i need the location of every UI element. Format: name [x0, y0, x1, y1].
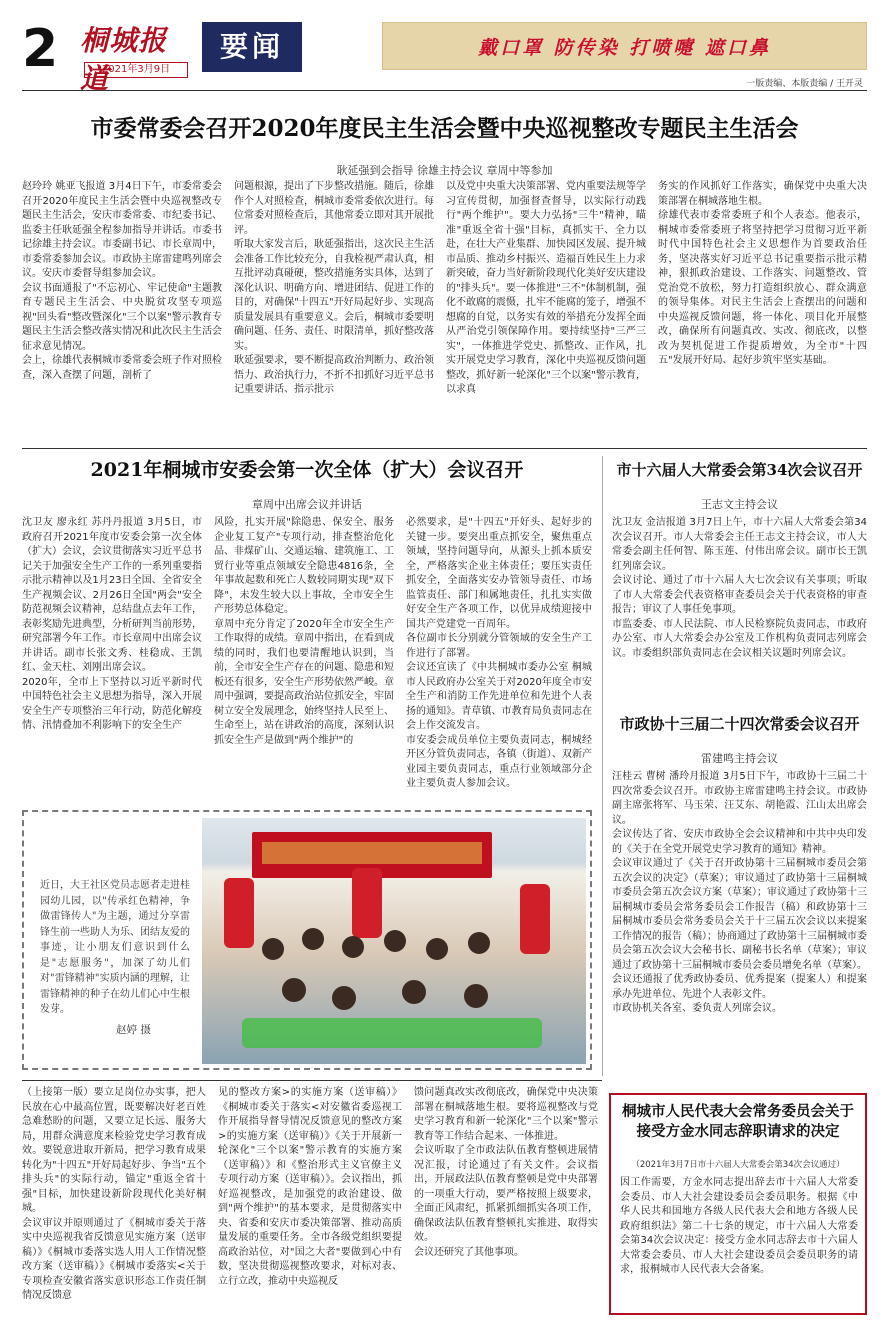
- decision-subtitle: （2021年3月7日市十六届人大常委会第34次会议通过）: [631, 1160, 845, 1170]
- child-figure: [384, 930, 406, 952]
- article3-body: 沈卫友 金洁报道 3月7日上午，市十六届人大常委会第34次会议召开。市人大常委会主任王志文主持会议，市人大常委会副主任何智、陈玉莲、付伟出席会议。副市长王凯红列席会议。 会议讨论、通过了市十六届人大七次会议有关事项；听取了市人大常委会代表资格审查委员会关于代表资格的审查报告；审议了人事任免事项。 市监委委、市人民法院、市人民检察院负责同志，市政府办公室、市人大常委会办公室及工作机构负责同志列席会议。市委组织部负责同志在会议相关议题时列席会议。: [612, 517, 867, 659]
- continued-col3: 馈问题真改实改彻底改，确保党中央决策部署在桐城落地生根。要将巡视整改与党史学习教育和新一轮深化"三个以案"警示教育等工作结合起来、一体推进。 会议听取了全市政法队伍教育整顿进展情况汇报，讨论通过了有关文件。会议指出，开展政法队伍教育整顿是党中央部署的一项重大行动，要严格按照上级要求，全面正风肃纪，抓紧抓细抓实各项工作，确保政法队伍教育整顿扎实推进、取得实效。 会议还研究了其他事项。: [414, 1087, 598, 1258]
- volunteer-figure: [224, 878, 254, 948]
- paper-name: 桐城报道: [80, 24, 168, 95]
- news-photo: [202, 818, 586, 1064]
- photo-credit: 赵婷 摄: [116, 1024, 151, 1036]
- editor-credits: 一版责编、本版责编 / 王开灵: [746, 79, 863, 89]
- decision-title: 桐城市人民代表大会常务委员会关于接受方金水同志辞职请求的决定: [622, 1104, 854, 1140]
- child-figure: [342, 936, 364, 958]
- slogan-text: 戴口罩 防传染 打喷嚏 遮口鼻: [478, 36, 771, 59]
- masthead-rule: [22, 90, 867, 91]
- article1-col2: 问题根源，提出了下步整改措施。随后，徐雄作个人对照检查，桐城市委常委依次进行。每位常委对照检查后，其他常委立即对其开展批评。 听取大家发言后，耿延强指出，这次民主生活会准备工作比较充分，自我检视严肃认真，相互批评动真碰硬，整改措施务实具体，达到了深化认识、明确方向、增进团结、促进工作的目的，对确保"十四五"开好局起好步、实现高质量发展具有重要意义。会后，桐城市委要明确问题、任务、责任、时限清单，抓好整改落实。 耿延强要求，要不断提高政治判断力、政治领悟力、政治执行力，不折不扣抓好习近平总书记重要讲话、指示批示: [234, 181, 434, 395]
- continued-col1: （上接第一版）要立足岗位办实事，把人民放在心中最高位置，既要解决好老百姓急难愁盼的问题，又要立足长远、服务大局，用群众满意度来检验党史学习教育成效。要锐意进取开新局，把学习教育成果转化为"十四五"开好局起好步、争当"五个排头兵"的实际行动，锚定"重返全省十强"目标，加快建设新阶段现代化美好桐城。 会议审议并原则通过了《桐城市委关于落实中央巡视我省反馈意见实施方案（送审稿）》《桐城市委落实选人用人工作情况整改方案（送审稿）》《桐城市委落实<关于专项检查安徽省落实意识形态工作责任制情况反馈意: [22, 1087, 206, 1301]
- article2-col1: 沈卫友 廖永红 苏丹丹报道 3月5日，市政府召开2021年度市安委会第一次全体（扩大）会议，会议贯彻落实习近平总书记关于加强安全生产工作的一系列重要指示批示精神以及1月23日全国、全省安全生产视频会议、2月26日全国"两会"安全防范视频会议精神，总结盘点去年工作，表彰奖励先进典型，分析研判当前形势，研究部署今年工作。市长章周中出席会议并讲话。副市长张文秀、桂稳成、王凯红、金天柱、刘刚出席会议。 2020年，全市上下坚持以习近平新时代中国特色社会主义思想为指导，深入开展安全生产专项整治三年行动，防范化解疫情、汛情叠加不利影响下的安全生产: [22, 517, 202, 731]
- child-figure: [302, 928, 324, 950]
- chair-row: [242, 1018, 542, 1048]
- issue-date: 2021年3月9日: [84, 62, 188, 78]
- continued-col2: 见的整改方案>的实施方案（送审稿）》《桐城市委关于落实<对安徽省委巡视工作开展指导督导情况反馈意见的整改方案>的实施方案（送审稿）》《关于开展新一轮深化"三个以案"警示教育的实施方案（送审稿）》和《整治形式主义官僚主义专项行动方案（送审稿）》。会议指出，抓好巡视整改，是加强党的政治建设、做到"两个维护"的基本要求，是贯彻落实中央、省委和安庆市委决策部署、推动高质量发展的重要任务。全市各级党组织要提高政治站位，对"国之大者"要做到心中有数，坚决贯彻巡视整改要求，对标对表、立行立改，推动中央巡视反: [218, 1087, 402, 1287]
- article1-col1: 赵玲玲 姚亚飞报道 3月4日下午，市委常委会召开2020年度民主生活会暨中央巡视整改专题民主生活会，安庆市委常委、市纪委书记、监委主任耿延强全程参加指导并讲话。市委书记徐雄主持会议。市委副书记、市长章周中，市委常委参加会议。市政协主席雷建鸣列席会议。安庆市委督导组参加会议。 会议书面通报了"不忘初心、牢记使命"主题教育专题民主生活会、中央脱贫攻坚专项巡视"回头看"整改暨深化"三个以案"警示教育专题民主生活会整改落实情况和此次民主生活会征求意见情况。 会上，徐雄代表桐城市委常委会班子作对照检查，深入查摆了问题，剖析了: [22, 181, 222, 381]
- child-figure: [282, 978, 306, 1002]
- subtitle-article4: 雷建鸣主持会议: [701, 752, 778, 765]
- article2-col3: 必然要求，是"十四五"开好头、起好步的关键一步。要突出重点抓安全，聚焦重点领域，坚持问题导向，从源头上抓本质安全，严格落实企业主体责任；要压实责任抓安全，全面落实安办管领导责任、市场监管责任、部门和属地责任，扎扎实实做好安全生产各项工作，以优异成绩迎接中国共产党建党一百周年。 各位副市长分别就分管领域的安全生产工作进行了部署。 会议还宣读了《中共桐城市委办公室 桐城市人民政府办公室关于对2020年度全市安全生产和消防工作先进单位和先进个人表扬的通知》。青草镇、市教育局负责同志在会上作交流发言。 市安委会成员单位主要负责同志，桐城经开区分管负责同志，各镇（街道）、双新产业园主要负责同志，重点行业领域部分企业主要负责人参加会议。: [406, 517, 592, 789]
- child-figure: [426, 938, 448, 960]
- child-figure: [402, 980, 426, 1004]
- banner-sign-text: [262, 842, 482, 864]
- article1-col4: 务实的作风抓好工作落实，确保党中央重大决策部署在桐城落地生根。 徐雄代表市委常委班子和个人表态。他表示，桐城市委常委班子将坚持把学习贯彻习近平新时代中国特色社会主义思想作为首要政治任务，坚决落实好习近平总书记重要指示批示精神，狠抓政治建设、工作落实、问题整改、管党治党不放松，努力打造组织放心、群众满意的领导集体。对民主生活会上查摆出的问题和中央巡视反馈问题，将一体化、项目化开展整改，确保所有问题真改、实改、彻底改，以整改为契机促进工作提质增效，为全市"十四五"发展开好局、起好步筑牢坚实基础。: [658, 181, 867, 366]
- subtitle-article1: 耿延强到会指导 徐雄主持会议 章周中等参加: [336, 164, 553, 177]
- child-figure: [332, 986, 356, 1010]
- child-figure: [468, 932, 490, 954]
- headline-article3: 市十六届人大常委会第34次会议召开: [616, 461, 863, 479]
- decision-body: 因工作需要，方金水同志提出辞去市十六届人大常委会委员、市人大社会建设委员会委员职务。根据《中华人民共和国地方各级人民代表大会和地方各级人民政府组织法》第二十七条的规定，市十六届人大常委会第34次会议决定：接受方金水同志辞去市十六届人大常委会委员、市人大社会建设委员会委员职务的请求，报桐城市人民代表大会备案。: [620, 1177, 858, 1275]
- page-number: 2: [22, 19, 59, 79]
- volunteer-figure: [352, 868, 382, 938]
- article1-col3: 以及党中央重大决策部署、党内重要法规等学习宣传贯彻，加强督查督导，以实际行动践行"两个维护"。要大力弘扬"三牛"精神，瞄准"重返全省十强"目标，真抓实干、全力以赴，在壮大产业集群、加快园区发展、提升城市品质、推动乡村振兴、造福百姓民生上力求新突破，奋力当好新阶段现代化美好安庆建设的"排头兵"。要一体推进"三不"体制机制，强化不敢腐的震慑，扎牢不能腐的笼子，增强不想腐的自觉，以务实有效的举措充分发挥全面从严治党引领保障作用。要持续坚持"三严三实"，一体推进学党史、抓整改、正作风，扎实开展党史学习教育，深化中央巡视反馈问题整改，抓好新一轮深化"三个以案"警示教育，以求真: [446, 181, 646, 395]
- child-figure: [464, 984, 488, 1008]
- headline-article1: 市委常委会召开2020年度民主生活会暨中央巡视整改专题民主生活会: [90, 115, 799, 142]
- article4-body: 汪桂云 曹树 潘玲月报道 3月5日下午，市政协十三届二十四次常委会议召开。市政协主席雷建鸣主持会议。市政协副主席张将军、马玉荣、汪艾东、胡艳霞、江山太出席会议。 会议传达了省、安庆市政协全会会议精神和中共中央印发的《关于在全党开展党史学习教育的通知》精神。 会议审议通过了《关于召开政协第十三届桐城市委员会第五次会议的决定》（草案）；审议通过了政协第十三届桐城市委员会第五次会议方案（草案）；审议通过了政协第十三届桐城市委员会常务委员会工作报告（稿）和政协第十三届桐城市委员会常务委员会关于十三届五次会议以来提案工作情况的报告（稿）；协商通过了政协第十三届桐城市委员会第五次会议大会秘书长、副秘书长名单（草案）；审议通过了政协第十三届桐城市委员会委员增免名单（草案）。 会议还通报了优秀政协委员、优秀提案（提案人）和提案承办先进单位、先进个人表彰文件。 市政协机关各室、委负责人列席会议。: [612, 771, 867, 1014]
- section-rule: [22, 448, 867, 449]
- headline-article2: 2021年桐城市安委会第一次全体（扩大）会议召开: [90, 459, 524, 481]
- subtitle-article3: 王志文主持会议: [701, 498, 778, 511]
- child-figure: [262, 938, 284, 960]
- article2-col2: 风险，扎实开展"除隐患、保安全、服务企业复工复产"专项行动，排查整治危化品、非煤矿山、交通运输、建筑施工、工贸行业等重点领域安全隐患4816条，全年事故起数和死亡人数较同期实现"双下降"，未发生较大以上事故，全市安全生产形势总体稳定。 章周中充分肯定了2020年全市安全生产工作取得的成绩。章周中指出，在看到成绩的同时，我们也要清醒地认识到，当前，全市安全生产存在的问题、隐患和短板还有很多，安全生产形势依然严峻。章周中强调，要提高政治站位抓安全，牢固树立安全发展理念，始终坚持人民至上、生命至上，站在讲政治的高度，深刻认识抓安全生产是做到"两个维护"的: [214, 517, 394, 746]
- section-label: 要闻: [202, 22, 302, 72]
- continued-rule: [22, 1080, 602, 1081]
- slogan-banner: [382, 22, 867, 70]
- photo-caption: 近日，大王社区党员志愿者走进桂园幼儿园，以"传承红色精神，争做雷锋传人"为主题，通过分享雷锋生前一些助人为乐、团结友爱的事迹，让小朋友们意识到什么是"志愿服务"，加深了幼儿们对"雷锋精神"实质内涵的理解，让雷锋精神的种子在幼儿们心中生根发芽。: [40, 880, 190, 1015]
- column-divider: [602, 456, 603, 1076]
- volunteer-figure: [520, 884, 550, 954]
- subtitle-article2: 章周中出席会议并讲话: [252, 498, 362, 511]
- headline-article4: 市政协十三届二十四次常委会议召开: [619, 715, 860, 733]
